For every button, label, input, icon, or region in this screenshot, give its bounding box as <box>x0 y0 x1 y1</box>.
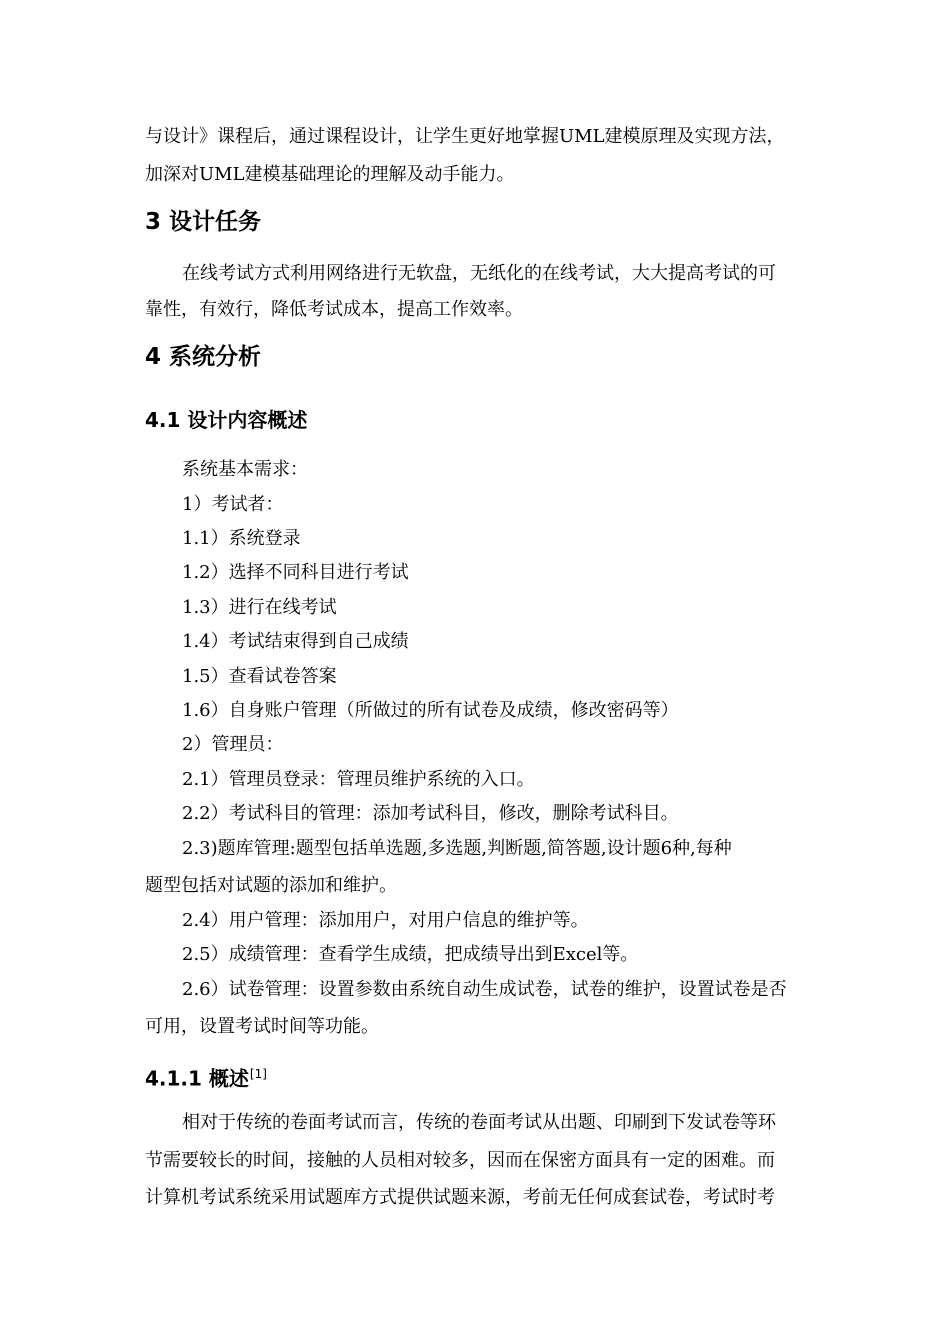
requirement-item-continuation: 题型包括对试题的添加和维护。 <box>145 875 397 896</box>
requirement-item: 2）管理员： <box>182 734 284 755</box>
requirement-item: 1）考试者： <box>182 494 284 515</box>
intro-line-2: 加深对UML建模基础理论的理解及动手能力。 <box>145 164 515 185</box>
requirement-item: 1.6）自身账户管理（所做过的所有试卷及成绩，修改密码等） <box>182 700 679 721</box>
requirement-item: 2.1）管理员登录：管理员维护系统的入口。 <box>182 769 535 790</box>
section-4-1-1-heading-text: 4.1.1 概述 <box>145 1066 249 1091</box>
intro-line-1: 与设计》课程后，通过课程设计，让学生更好地掌握UML建模原理及实现方法， <box>145 126 785 147</box>
requirement-item: 2.3)题库管理:题型包括单选题,多选题,判断题,简答题,设计题6种,每种 <box>182 838 732 859</box>
requirement-item: 2.5）成绩管理：查看学生成绩，把成绩导出到Excel等。 <box>182 944 639 965</box>
requirement-item: 2.4）用户管理：添加用户，对用户信息的维护等。 <box>182 910 589 931</box>
section-3-paragraph-line-2: 靠性，有效行，降低考试成本，提高工作效率。 <box>145 299 523 320</box>
requirement-item: 1.5）查看试卷答案 <box>182 666 337 687</box>
requirement-item: 2.2）考试科目的管理：添加考试科目，修改，删除考试科目。 <box>182 803 679 824</box>
requirement-item: 1.1）系统登录 <box>182 528 301 549</box>
section-4-1-1-heading <box>145 1061 267 1092</box>
requirement-item: 1.2）选择不同科目进行考试 <box>182 562 409 583</box>
requirements-title: 系统基本需求： <box>182 459 308 480</box>
section-4-1-heading: 4.1 设计内容概述 <box>145 408 308 432</box>
section-4-1-1-paragraph-line-2: 节需要较长的时间，接触的人员相对较多，因而在保密方面具有一定的困难。而 <box>145 1150 775 1171</box>
section-4-heading: 4 系统分析 <box>145 344 262 370</box>
section-4-1-1-paragraph-line-3: 计算机考试系统采用试题库方式提供试题来源，考前无任何成套试卷，考试时考 <box>145 1187 775 1208</box>
section-3-paragraph-line-1: 在线考试方式利用网络进行无软盘，无纸化的在线考试，大大提高考试的可 <box>182 263 776 284</box>
section-3-heading: 3 设计任务 <box>145 209 262 235</box>
requirement-item: 2.6）试卷管理：设置参数由系统自动生成试卷，试卷的维护，设置试卷是否 <box>182 979 787 1000</box>
requirement-item-continuation: 可用，设置考试时间等功能。 <box>145 1016 379 1037</box>
requirement-item: 1.4）考试结束得到自己成绩 <box>182 631 409 652</box>
requirement-item: 1.3）进行在线考试 <box>182 597 337 618</box>
citation-ref: [1] <box>249 1067 267 1081</box>
section-4-1-1-paragraph-line-1: 相对于传统的卷面考试而言，传统的卷面考试从出题、印刷到下发试卷等环 <box>182 1112 776 1133</box>
